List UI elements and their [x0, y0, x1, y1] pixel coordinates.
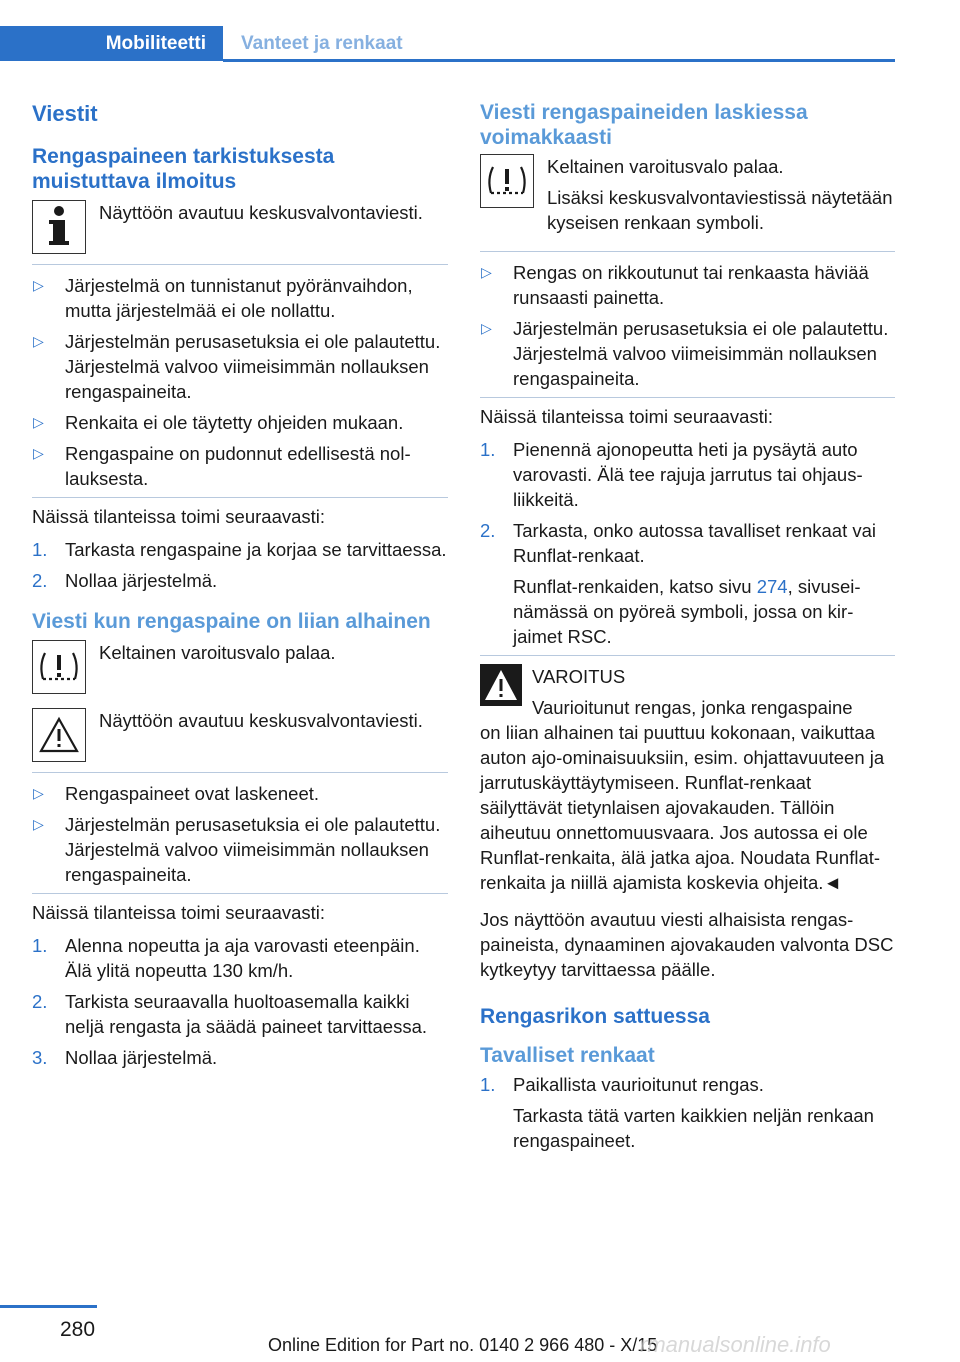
page-number: 280 — [60, 1318, 96, 1341]
heading-reminder: Rengaspaineen tarkistuksesta muistuttava ilmoitus — [32, 145, 335, 193]
list-item: 1. Paikallista vaurioitunut rengas. Tarkasta tätä varten kaikkien neljän renkaan rengaspaineet. — [480, 1072, 895, 1153]
section-tab-vanteet[interactable]: Vanteet ja renkaat — [241, 32, 403, 54]
warning-first-line: Vaurioitunut rengas, jonka rengaspaine — [532, 697, 853, 718]
list-item: ▷ Rengaspaine on pudonnut edellisestä nollauksesta. — [32, 441, 448, 498]
divider — [480, 251, 895, 252]
list-item: ▷ Rengaspaineet ovat laskeneet. — [33, 783, 320, 804]
tire-pressure-warning-icon — [480, 154, 534, 208]
cc-warning-block — [32, 708, 448, 762]
heading-viestit: Viestit — [32, 101, 98, 126]
heading-flat-tire: Rengasrikon sattuessa — [480, 1005, 710, 1028]
sudden-symbol-text: Lisäksi keskusvalvontaviestissä näytetään kyseisen renkaan symboli. — [547, 187, 893, 233]
list-item: 2. Nollaa järjestelmä. — [32, 570, 218, 591]
list-item: ▷ Järjestelmän perusasetuksia ei ole palautettu. Järjestelmä valvoo viimeisimmän nollauksen rengaspaineita. — [33, 331, 441, 402]
triangle-bullet-icon: ▷ — [481, 264, 492, 280]
triangle-bullet-icon: ▷ — [33, 333, 44, 349]
right-column — [480, 100, 895, 1161]
tire-pressure-warning-icon — [32, 640, 86, 694]
list-item: ▷ Renkaita ei ole täytetty ohjeiden mukaan. — [33, 412, 404, 433]
sudden-bullets — [480, 260, 895, 398]
warning-triangle-icon — [32, 708, 86, 762]
situations-text: Näissä tilanteissa toimi seuraavasti: — [32, 902, 326, 923]
warning-filled-icon — [480, 664, 522, 706]
situations-text: Näissä tilanteissa toimi seuraavasti: — [32, 506, 326, 527]
low-light-text: Keltainen varoitusvalo palaa. — [99, 642, 336, 663]
low-bullets — [32, 781, 448, 894]
page-header — [0, 0, 895, 62]
triangle-bullet-icon: ▷ — [33, 816, 44, 832]
info-block — [32, 200, 448, 254]
reminder-bullets — [32, 273, 448, 498]
situations-text: Näissä tilanteissa toimi seuraavasti: — [480, 406, 774, 427]
watermark: rmanualsonline.info — [640, 1332, 831, 1357]
triangle-bullet-icon: ▷ — [33, 414, 44, 430]
sudden-steps — [480, 437, 895, 656]
warning-text: on liian alhainen tai puuttuu kokonaan, vaikuttaa auton ajo-ominaisuuksiin, esim. ohjattavuuteen ja jarrutuskäyttäytymiseen. Runflat-renkaat säilyttävät tietynlaisen ajovakauden. Tällöin aiheutuu onnettomuusvaara. Jos autossa ei ole Runflat-renkaita, älä jatka ajoa. Noudata Runflat-renkaita ja niillä ajamista koskevia ohjeita.◄ — [480, 722, 885, 893]
dsc-text: Jos näyttöön avautuu viesti alhaisista rengaspaineista, dynaaminen ajovakauden valvonta DSC kytkeytyy tarvittaessa päälle. — [480, 909, 894, 980]
warning-title: VAROITUS — [532, 666, 626, 687]
list-item: 3. Nollaa järjestelmä. — [32, 1047, 218, 1068]
reminder-text: Näyttöön avautuu keskusvalvontaviesti. — [99, 202, 423, 223]
low-cc-text: Näyttöön avautuu keskusvalvontaviesti. — [99, 710, 423, 731]
triangle-bullet-icon: ▷ — [33, 445, 44, 461]
list-item: ▷ Järjestelmä on tunnistanut pyöränvaihdon, mutta järjestelmää ei ole nollattu. — [33, 275, 413, 321]
low-steps — [32, 933, 448, 1070]
left-column — [32, 100, 448, 1078]
page-link-274[interactable]: 274 — [756, 576, 788, 597]
triangle-bullet-icon: ▷ — [33, 785, 44, 801]
sudden-block — [480, 154, 895, 241]
divider — [32, 264, 448, 265]
heading-low-pressure: Viesti kun rengaspaine on liian alhainen — [32, 610, 431, 633]
list-item: ▷ Järjestelmän perusasetuksia ei ole palautettu. Järjestelmä valvoo viimeisimmän nollauksen rengaspaineita. — [480, 316, 895, 398]
flat-step-sub: Tarkasta tätä varten kaikkien neljän renkaan rengaspaineet. — [513, 1105, 874, 1151]
list-item: 1. Tarkasta rengaspaine ja korjaa se tarvittaessa. — [32, 539, 447, 560]
info-icon — [32, 200, 86, 254]
header-rule — [223, 59, 895, 62]
footer-rule — [0, 1305, 97, 1308]
triangle-bullet-icon: ▷ — [33, 277, 44, 293]
triangle-bullet-icon: ▷ — [481, 320, 492, 336]
heading-normal-tires: Tavalliset renkaat — [480, 1044, 655, 1067]
list-item: ▷ Järjestelmän perusasetuksia ei ole palautettu. Järjestelmä valvoo viimeisimmän nollauksen rengaspaineita. — [32, 812, 448, 894]
chapter-tab-mobiliteetti[interactable]: Mobiliteetti — [0, 26, 223, 61]
warning-block — [480, 664, 895, 895]
list-item: ▷ Rengas on rikkoutunut tai renkaasta häviää runsaasti painetta. — [481, 262, 869, 308]
tpms-block — [32, 640, 448, 694]
list-item: 2. Tarkista seuraavalla huoltoasemalla kaikki neljä rengasta ja säädä paineet tarvittaessa. — [32, 991, 428, 1037]
list-item: 2. Tarkasta, onko autossa tavalliset renkaat vai Runflat-renkaat. Runflat-renkaiden, katso sivu 274, sivuseinämässä on pyöreä symboli, jossa on kirjaimet RSC. — [480, 518, 895, 656]
flat-steps — [480, 1072, 895, 1153]
edition-text: Online Edition for Part no. 0140 2 966 480 - X/15 — [268, 1335, 658, 1355]
sudden-light-text: Keltainen varoitusvalo palaa. — [547, 156, 784, 177]
list-item: 1. Alenna nopeutta ja aja varovasti eteenpäin. Älä ylitä nopeutta 130 km/h. — [32, 935, 420, 981]
reminder-steps — [32, 537, 448, 593]
divider — [32, 772, 448, 773]
list-item: 1. Pienennä ajonopeutta heti ja pysäytä auto varovasti. Älä tee rajuja jarrutus tai ohjausliikkeitä. — [480, 439, 863, 510]
heading-sudden-drop: Viesti rengaspaineiden laskiessa voimakkaasti — [480, 101, 808, 149]
runflat-note: Runflat-renkaiden, katso sivu 274, sivuseinämässä on pyöreä symboli, jossa on kirjaimet RSC. — [513, 576, 861, 647]
